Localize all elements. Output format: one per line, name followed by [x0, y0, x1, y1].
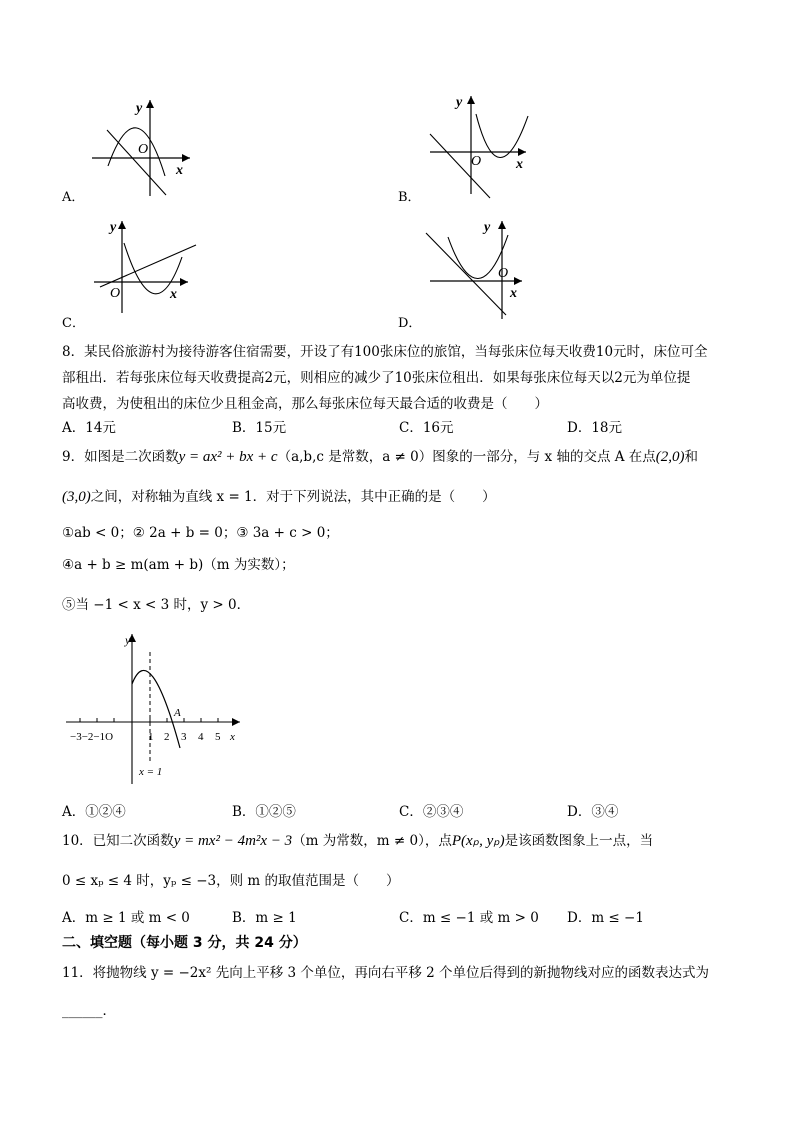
tick-label-2: 2 [164, 731, 170, 743]
q9-choice-d[interactable]: D．③④ [567, 804, 619, 820]
q9-choice-b[interactable]: B．①②⑤ [232, 804, 296, 820]
question-11 [62, 960, 742, 986]
option-d-label: D． [398, 316, 422, 331]
q10-choice-c[interactable]: C．m ≤ −1 或 m > 0 [399, 910, 539, 926]
q10-equation: y = mx² − 4m²x − 3 [173, 833, 293, 849]
graph-option-a [62, 90, 202, 205]
q9-statements-3: ⑤当 −1 < x < 3 时，y > 0． [62, 597, 251, 613]
origin-label: O [138, 142, 149, 157]
symmetry-axis-label: x = 1 [139, 766, 163, 778]
q8-choice-b[interactable]: B．15元 [232, 420, 287, 436]
graph-option-d [398, 215, 548, 330]
q9-choice-a[interactable]: A．①②④ [62, 804, 126, 820]
x-axis-label: x [516, 157, 523, 172]
y-axis-label: y [125, 633, 131, 647]
q9-line-1: 9．如图是二次函数y = ax² + bx + c（a,b,c 是常数，a ≠ 0）图象的一部分，与 x 轴的交点 A 在点(2,0)和 [62, 449, 699, 465]
origin-label: O [498, 266, 509, 281]
q9-statements-1: ①ab < 0；② 2a + b = 0；③ 3a + c > 0； [62, 525, 339, 541]
tick-labels-left: −3−2−1O [70, 731, 114, 743]
q8-choice-d[interactable]: D．18元 [567, 420, 623, 436]
x-axis-label: x [230, 731, 235, 743]
origin-label: O [110, 286, 121, 301]
q8-line-1: 8．某民俗旅游村为接待游客住宿需要，开设了有100张床位的旅馆，当每张床位每天收费10元时，床位可全 [62, 344, 708, 360]
q10-line-1: 10．已知二次函数y = mx² − 4m²x − 3（m 为常数，m ≠ 0），点P(xₚ, yₚ)是该函数图象上一点，当 [62, 833, 654, 849]
q11-line-1: 11．将抛物线 y = −2x² 先向上平移 3 个单位，再向右平移 2 个单位后得到的新抛物线对应的函数表达式为 [62, 965, 710, 981]
tick-label-4: 4 [198, 731, 204, 743]
q9-line-2: (3,0)之间，对称轴为直线 x = 1．对于下列说法，其中正确的是（ ） [62, 489, 496, 505]
x-axis-label: x [170, 287, 177, 302]
section-heading: 二、填空题（每小题 3 分，共 24 分） [62, 935, 307, 951]
question-8 [62, 339, 737, 417]
y-axis-label: y [456, 95, 463, 110]
q9-graph-figure [62, 630, 252, 790]
q10-choice-d[interactable]: D．m ≤ −1 [567, 910, 644, 926]
option-b-label: B． [398, 190, 421, 205]
q9-choice-c[interactable]: C．②③④ [399, 804, 464, 820]
q10-choice-b[interactable]: B．m ≥ 1 [232, 910, 297, 926]
q8-line-2: 部租出．若每张床位每天收费提高2元，则相应的减少了10张床位租出．如果每张床位每天以2元为单位提 [62, 370, 691, 386]
q9-equation: y = ax² + bx + c [178, 449, 278, 465]
q9-graph [62, 630, 252, 790]
q10-line-2: 0 ≤ xₚ ≤ 4 时，yₚ ≤ −3，则 m 的取值范围是（ ） [62, 873, 400, 889]
q10-choice-a[interactable]: A．m ≥ 1 或 m < 0 [62, 910, 190, 926]
q11-answer-blank[interactable]: ______． [62, 1003, 116, 1019]
q8-line-3: 高收费，为使租出的床位少且租金高，那么每张床位每天最合适的收费是（ ） [62, 396, 548, 412]
graph-option-c [62, 215, 202, 330]
x-axis-label: x [176, 163, 183, 178]
option-c-label: C． [62, 316, 85, 331]
graph-option-b [398, 90, 548, 205]
y-axis-label: y [110, 220, 117, 235]
x-axis-label: x [510, 286, 517, 301]
tick-label-5: 5 [215, 731, 221, 743]
origin-label: O [471, 154, 482, 169]
option-a-label: A． [62, 190, 85, 205]
q8-choice-c[interactable]: C．16元 [399, 420, 454, 436]
point-a-label: A [174, 707, 181, 719]
question-10 [62, 828, 742, 854]
q8-choice-a[interactable]: A．14元 [62, 420, 116, 436]
tick-label-1: 1 [148, 731, 154, 743]
y-axis-label: y [484, 220, 491, 235]
q9-statements-2: ④a + b ≥ m(am + b)（m 为实数）； [62, 557, 295, 573]
question-9 [62, 444, 742, 470]
tick-label-3: 3 [181, 731, 187, 743]
y-axis-label: y [136, 101, 143, 116]
